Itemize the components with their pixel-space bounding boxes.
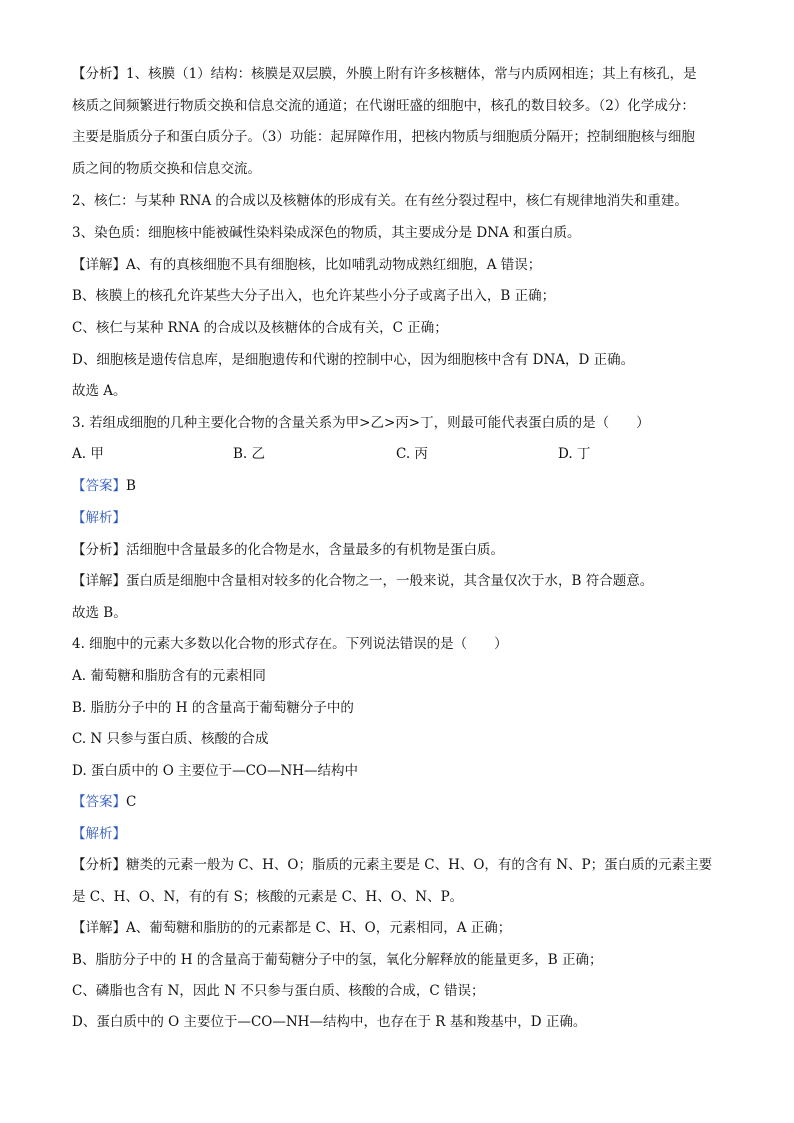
q4-analysis-tag: 【解析】 [72, 826, 126, 842]
text-line: 质之间的物质交换和信息交流。 [72, 161, 261, 177]
question-3-stem: 3. 若组成细胞的几种主要化合物的含量关系为甲>乙>丙>丁，则最可能代表蛋白质的是（ ） [72, 415, 650, 431]
q3-option-b: B. 乙 [233, 446, 266, 462]
text-line: C、磷脂也含有 N，因此 N 不只参与蛋白质、核酸的合成，C 错误； [72, 983, 485, 999]
q4-option-c: C. N 只参与蛋白质、核酸的合成 [72, 731, 269, 747]
text-line: 【详解】蛋白质是细胞中含量相对较多的化合物之一，一般来说，其含量仅次于水，B 符合题意。 [72, 573, 654, 589]
text-line: 【分析】活细胞中含量最多的化合物是水，含量最多的有机物是蛋白质。 [72, 542, 504, 558]
text-line: 【分析】1、核膜（1）结构：核膜是双层膜，外膜上附有许多核糖体，常与内质网相连；其上有核孔，是 [72, 66, 697, 82]
q4-option-b: B. 脂肪分子中的 H 的含量高于葡萄糖分子中的 [72, 700, 354, 716]
answer-value: C [126, 794, 137, 810]
text-line: D、细胞核是遗传信息库，是细胞遗传和代谢的控制中心，因为细胞核中含有 DNA，D 正确。 [72, 352, 635, 368]
answer-tag: 【答案】 [72, 794, 126, 810]
q3-option-a: A. 甲 [72, 446, 104, 462]
q3-answer [72, 476, 136, 496]
text-line: 核质之间频繁进行物质交换和信息交流的通道；在代谢旺盛的细胞中，核孔的数目较多。（2）化学成分： [72, 98, 695, 114]
q4-answer [72, 792, 136, 812]
text-line: 故选 A。 [72, 383, 127, 399]
text-line: 故选 B。 [72, 605, 127, 621]
text-line: 3、染色质：细胞核中能被碱性染料染成深色的物质，其主要成分是 DNA 和蛋白质。 [72, 225, 581, 241]
text-line: 【详解】A、有的真核细胞不具有细胞核，比如哺乳动物成熟红细胞，A 错误； [72, 257, 542, 273]
text-line: B、核膜上的核孔允许某些大分子出入，也允许某些小分子或离子出入，B 正确； [72, 288, 556, 304]
text-line: B、脂肪分子中的 H 的含量高于葡萄糖分子中的氢，氧化分解释放的能量更多，B 正确； [72, 952, 603, 968]
q3-analysis-tag: 【解析】 [72, 510, 126, 526]
q4-option-d: D. 蛋白质中的 O 主要位于—CO—NH—结构中 [72, 763, 359, 779]
answer-tag: 【答案】 [72, 478, 126, 494]
q3-option-d: D. 丁 [558, 446, 591, 462]
q3-option-c: C. 丙 [396, 446, 428, 462]
q4-option-a: A. 葡萄糖和脂肪含有的元素相同 [72, 668, 266, 684]
text-line: 2、核仁：与某种 RNA 的合成以及核糖体的形成有关。在有丝分裂过程中，核仁有规律地消失和重建。 [72, 193, 688, 209]
text-line: 【分析】糖类的元素一般为 C、H、O；脂质的元素主要是 C、H、O，有的含有 N、P；蛋白质的元素主要 [72, 857, 713, 873]
text-line: C、核仁与某种 RNA 的合成以及核糖体的合成有关，C 正确； [72, 320, 448, 336]
text-line: D、蛋白质中的 O 主要位于—CO—NH—结构中，也存在于 R 基和羧基中，D 正确。 [72, 1014, 587, 1030]
text-line: 是 C、H、O、N，有的有 S；核酸的元素是 C、H、O、N、P。 [72, 889, 464, 905]
text-line: 主要是脂质分子和蛋白质分子。（3）功能：起屏障作用，把核内物质与细胞质分隔开；控制细胞核与细胞 [72, 129, 695, 145]
question-4-stem: 4. 细胞中的元素大多数以化合物的形式存在。下列说法错误的是（ ） [72, 636, 508, 652]
text-line: 【详解】A、葡萄糖和脂肪的的元素都是 C、H、O，元素相同，A 正确； [72, 920, 512, 936]
answer-value: B [126, 478, 136, 494]
